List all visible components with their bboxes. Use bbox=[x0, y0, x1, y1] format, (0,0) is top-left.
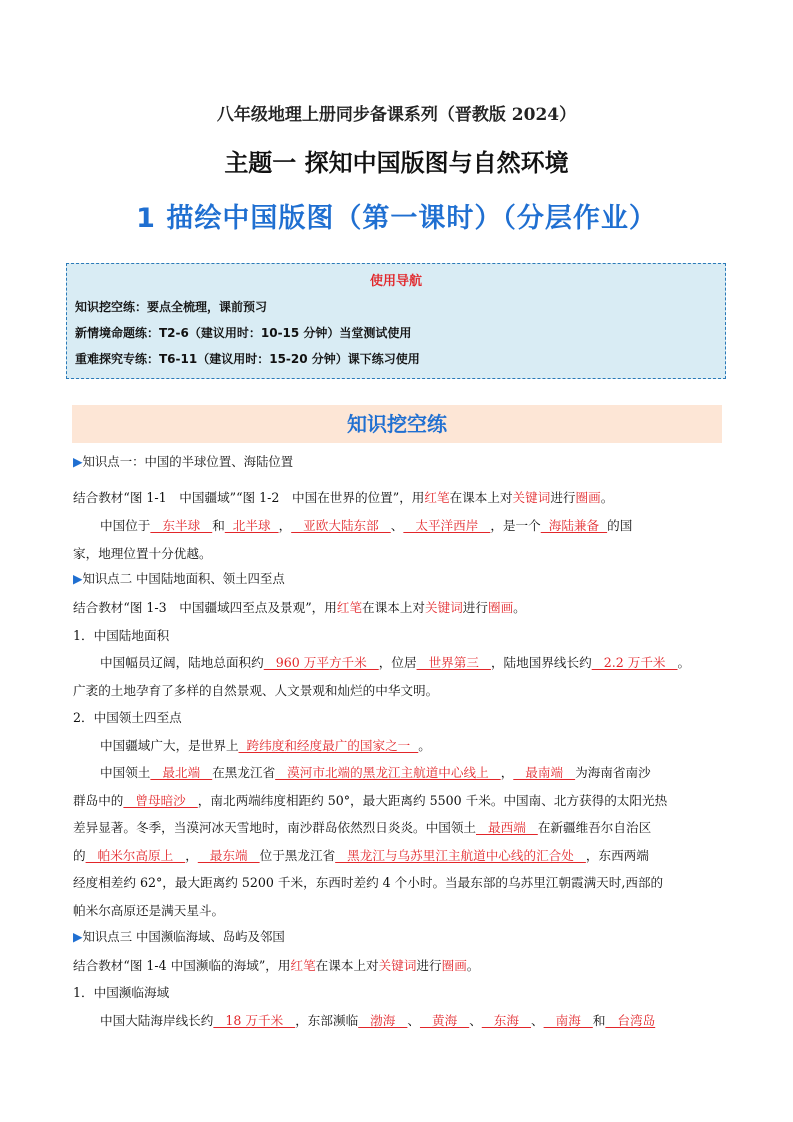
nav-title: 使用导航 bbox=[369, 274, 422, 289]
answer-blank[interactable]: 曾母暗沙 bbox=[123, 793, 198, 808]
kp2-subheading: 2．中国领土四至点 bbox=[73, 710, 182, 725]
answer-blank[interactable]: 最南端 bbox=[513, 765, 576, 780]
answer-blank[interactable]: 黄海 bbox=[419, 1013, 470, 1028]
answer-blank[interactable]: 太平洋西岸 bbox=[403, 518, 491, 533]
answer-blank[interactable]: 渤海 bbox=[358, 1013, 408, 1028]
kp2-line: 差异显著。冬季，当漠河冰天雪地时，南沙群岛依然烈日炎炎。中国领土 最西端 在新疆维吾尔自治区 bbox=[73, 820, 652, 835]
answer-blank[interactable]: 黑龙江与乌苏里江主航道中心线的汇合处 bbox=[335, 848, 586, 863]
answer-blank[interactable]: 南海 bbox=[543, 1013, 593, 1028]
answer-blank[interactable]: 东海 bbox=[481, 1013, 531, 1028]
kp2-subheading: 1．中国陆地面积 bbox=[73, 628, 170, 643]
answer-blank[interactable]: 漠河市北端的黑龙江主航道中心线上 bbox=[275, 765, 501, 780]
triangle-bullet-icon: ▶ bbox=[73, 929, 83, 944]
kp2-line: 经度相差约 62°，最大距离约 5200 千米，东西时差约 4 个小时。当最东部的乌苏里江朝霞满天时,西部的 bbox=[73, 875, 664, 890]
kp3-heading: ▶知识点三 中国濒临海域、岛屿及邻国 bbox=[73, 929, 285, 944]
kp2-line: 群岛中的 曾母暗沙 ，南北两端纬度相距约 50°，最大距离约 5500 千米。中国南、北方获得的太阳光热 bbox=[73, 793, 668, 808]
kp1-line: 家，地理位置十分优越。 bbox=[73, 546, 212, 561]
answer-blank[interactable]: 18 万千米 bbox=[213, 1013, 296, 1028]
triangle-bullet-icon: ▶ bbox=[73, 454, 83, 469]
kp2-line: 的 帕米尔高原上 ， 最东端 位于黑龙江省 黑龙江与乌苏里江主航道中心线的汇合处 ，东西两端 bbox=[73, 848, 649, 863]
nav-line: 新情境命题练：T2-6（建议用时：10-15 分钟）当堂测试使用 bbox=[75, 326, 412, 340]
usage-navigation-box bbox=[66, 263, 726, 379]
kp2-line: 中国幅员辽阔，陆地总面积约 960 万平方千米 ，位居 世界第三 ，陆地国界线长约 2.2 万千米 。 bbox=[100, 655, 691, 670]
answer-blank[interactable]: 东半球 bbox=[150, 518, 213, 533]
kp2-line: 帕米尔高原还是满天星斗。 bbox=[73, 903, 225, 918]
kp2-intro: 结合教材“图 1-3 中国疆域四至点及景观”，用红笔在课本上对关键词进行圈画。 bbox=[73, 600, 526, 615]
series-title: 八年级地理上册同步备课系列（晋教版 2024） bbox=[216, 105, 577, 125]
answer-blank[interactable]: 台湾岛 bbox=[605, 1013, 656, 1028]
kp2-heading: ▶知识点二 中国陆地面积、领土四至点 bbox=[73, 571, 285, 586]
theme-title: 主题一 探知中国版图与自然环境 bbox=[224, 149, 569, 177]
kp1-heading: ▶知识点一：中国的半球位置、海陆位置 bbox=[73, 454, 294, 469]
answer-blank[interactable]: 帕米尔高原上 bbox=[85, 848, 186, 863]
kp2-line: 广袤的土地孕育了多样的自然景观、人文景观和灿烂的中华文明。 bbox=[73, 683, 439, 698]
kp2-line: 中国领土 最北端 在黑龙江省 漠河市北端的黑龙江主航道中心线上 ， 最南端 为海南省南沙 bbox=[100, 765, 651, 780]
triangle-bullet-icon: ▶ bbox=[73, 571, 83, 586]
nav-line: 知识挖空练：要点全梳理，课前预习 bbox=[75, 300, 268, 314]
section-title: 知识挖空练 bbox=[347, 412, 447, 436]
kp1-line: 中国位于 东半球 和 北半球 ， 亚欧大陆东部 、 太平洋西岸 ，是一个 海陆兼备 的国 bbox=[100, 518, 633, 533]
lesson-title: 1 描绘中国版图（第一课时）（分层作业） bbox=[136, 203, 657, 234]
answer-blank[interactable]: 世界第三 bbox=[416, 655, 491, 670]
answer-blank[interactable]: 北半球 bbox=[224, 518, 279, 533]
answer-blank[interactable]: 亚欧大陆东部 bbox=[291, 518, 391, 533]
kp3-line: 中国大陆海岸线长约 18 万千米 ，东部濒临 渤海 、 黄海 、 东海 、 南海 和 台湾岛 bbox=[100, 1013, 656, 1028]
answer-blank[interactable]: 海陆兼备 bbox=[540, 518, 608, 533]
section-banner bbox=[72, 405, 722, 443]
answer-blank[interactable]: 最西端 bbox=[476, 820, 538, 835]
answer-blank[interactable]: 跨纬度和经度最广的国家之一 bbox=[238, 738, 419, 753]
answer-blank[interactable]: 2.2 万千米 bbox=[591, 655, 678, 670]
kp2-line: 中国疆域广大，是世界上 跨纬度和经度最广的国家之一 。 bbox=[100, 738, 431, 753]
kp3-subheading: 1．中国濒临海域 bbox=[73, 985, 170, 1000]
nav-line: 重难探究专练：T6-11（建议用时：15-20 分钟）课下练习使用 bbox=[75, 352, 420, 366]
answer-blank[interactable]: 最东端 bbox=[197, 848, 260, 863]
kp3-intro: 结合教材“图 1-4 中国濒临的海域”，用红笔在课本上对关键词进行圈画。 bbox=[73, 958, 480, 973]
answer-blank[interactable]: 960 万平方千米 bbox=[263, 655, 379, 670]
kp1-intro: 结合教材“图 1-1 中国疆域”“图 1-2 中国在世界的位置”，用红笔在课本上对关键词进行圈画。 bbox=[73, 490, 614, 505]
answer-blank[interactable]: 最北端 bbox=[150, 765, 213, 780]
